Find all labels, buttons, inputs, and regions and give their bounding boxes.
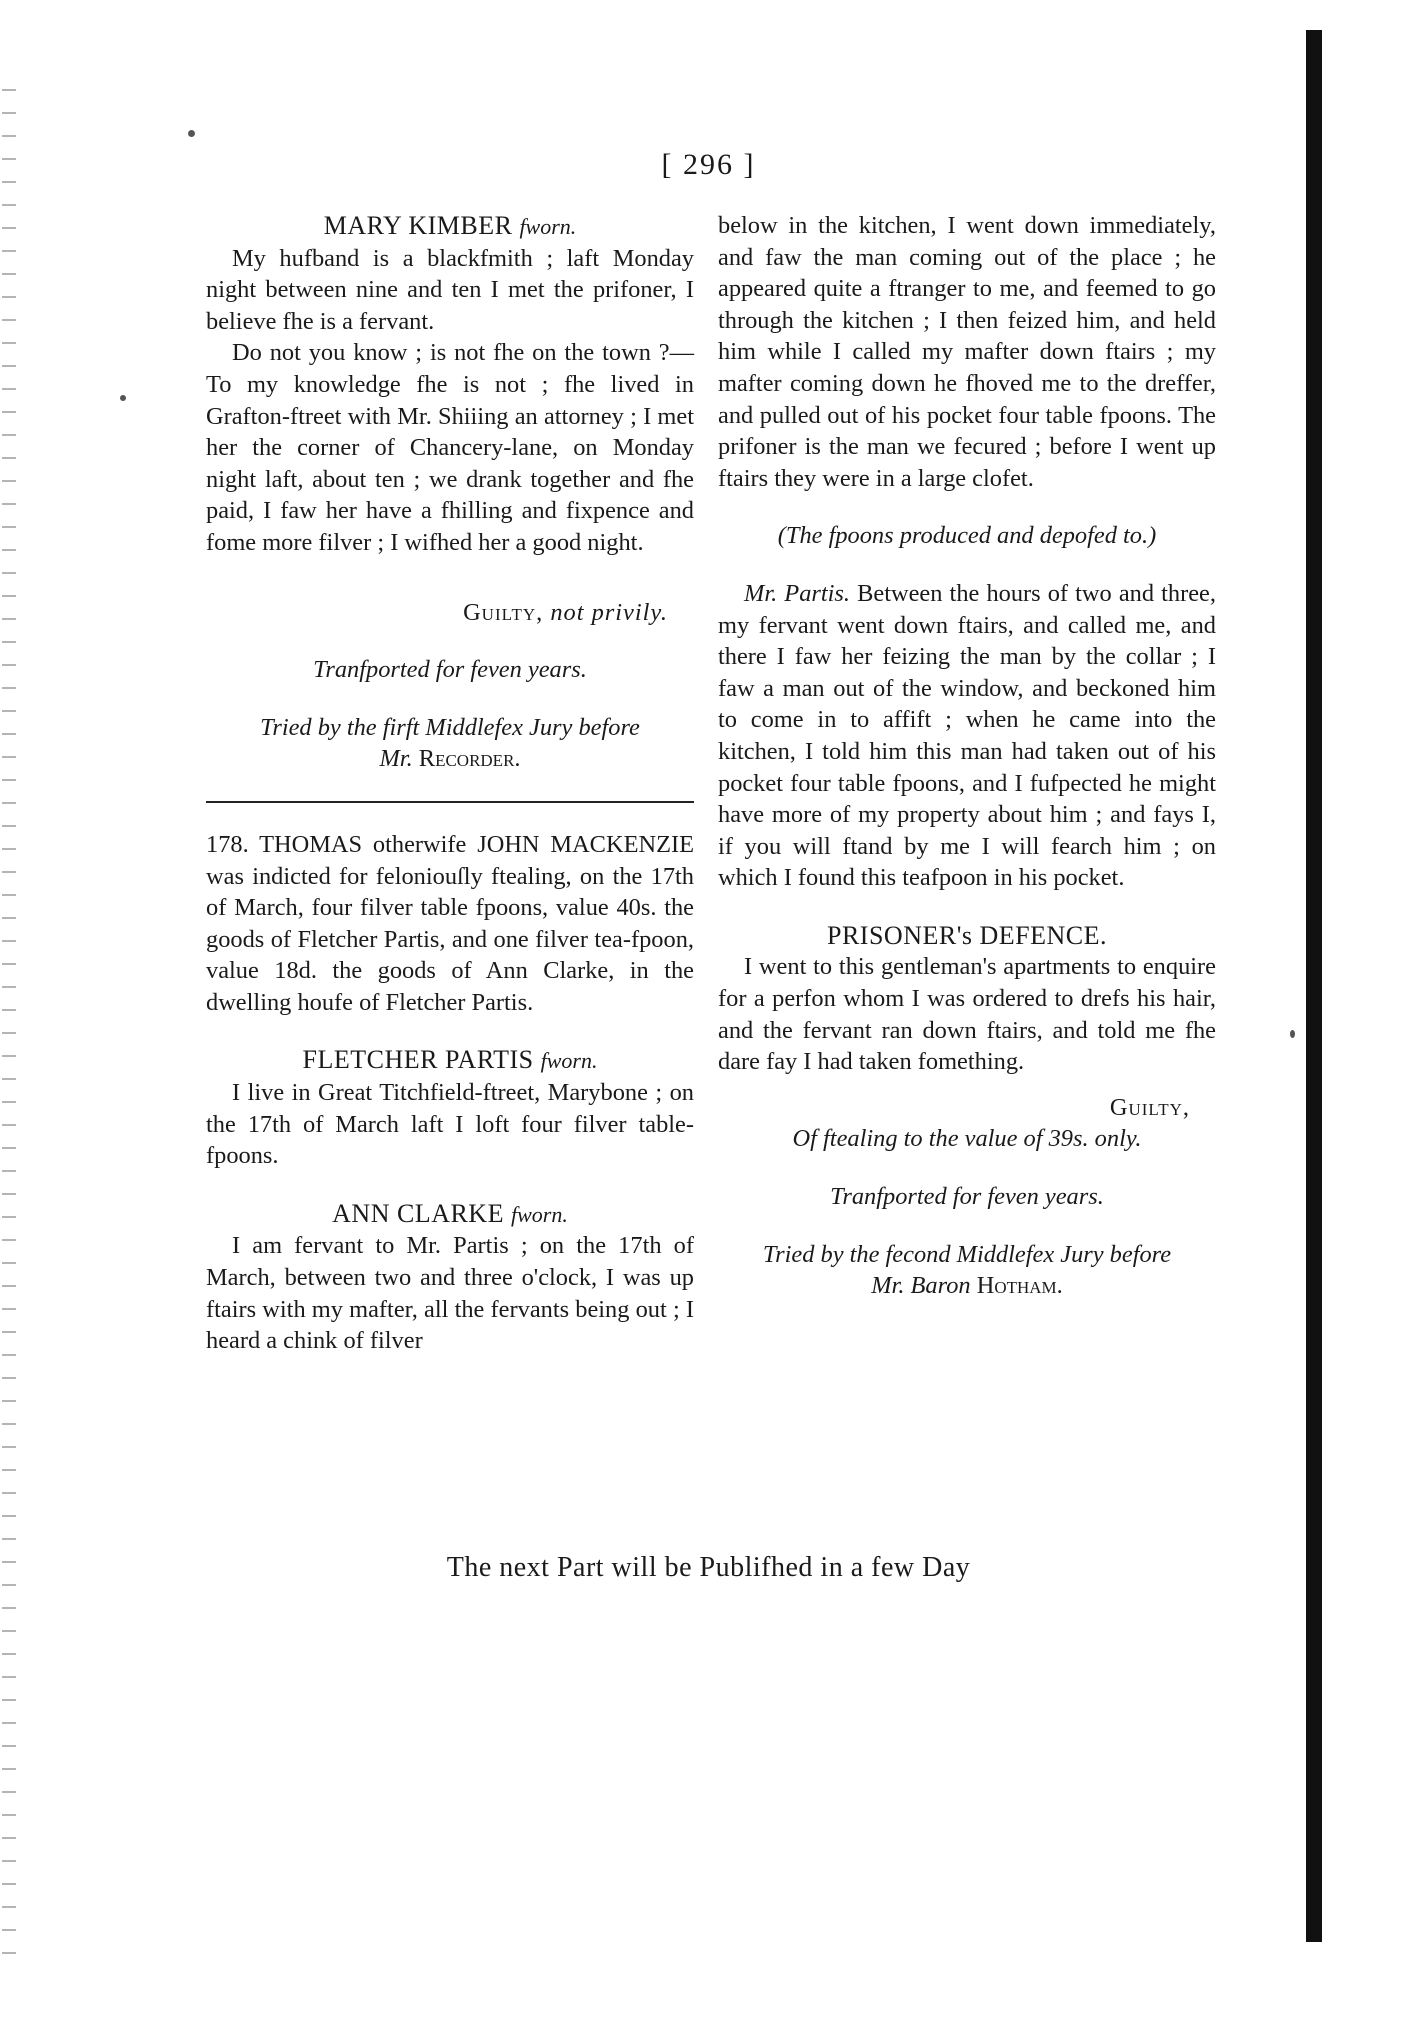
- testimony-paragraph: Do not you know ; is not fhe on the town ?—To my knowledge fhe is not ; fhe lived in Grafton-ftreet with Mr. Shiiing an attorney ; I met her the corner of Chancery-lane, on Monday night laft, about ten ; we drank together and fhe paid, I faw her have a fhilling and fixpence and fome more filver ; I wifhed her a good night.: [206, 339, 694, 556]
- testimony-paragraph: Mr. Partis. Between the hours of two and three, my fervant went down ftairs, and called me, and there I faw her feizing the man by the collar ; I faw a man out of the window, and beckoned him to come in to affift ; when he came into the kitchen, I told him this man had taken out of his pocket four table fpoons, and I fufpected he might have more of my property about him ; and fays I, if you will ftand by me I will fearch him ; on which I found this teafpoon in his pocket.: [718, 579, 1216, 892]
- left-column: [206, 210, 694, 1357]
- judge-line: Mr. Recorder.: [379, 745, 521, 773]
- jury-line: Tried by the firft Middlefex Jury before: [260, 713, 640, 741]
- defence-heading: PRISONER's DEFENCE.: [827, 920, 1107, 950]
- jury-line: Tried by the fecond Middlefex Jury before: [762, 1240, 1172, 1268]
- page-number: [ 296 ]: [661, 148, 756, 181]
- witness-heading-mary-kimber: MARY KIMBER fworn.: [323, 211, 577, 240]
- verdict-detail: Of ftealing to the value of 39s. only.: [792, 1125, 1142, 1153]
- witness-heading-ann-clarke: ANN CLARKE fworn.: [332, 1198, 568, 1228]
- scan-speck: [1290, 1030, 1295, 1038]
- testimony-paragraph: I live in Great Titchfield-ftreet, Marybone ; on the 17th of March laft I loft four filver table-fpoons.: [206, 1079, 694, 1170]
- testimony-paragraph: My hufband is a blackfmith ; laft Monday night between nine and ten I met the prifoner, I believe fhe is a fervant.: [206, 244, 694, 335]
- testimony-paragraph: I am fervant to Mr. Partis ; on the 17th of March, between two and three o'clock, I was up ftairs with my mafter, all the fervants being out ; I heard a chink of filver: [206, 1232, 694, 1355]
- witness-heading-fletcher-partis: FLETCHER PARTIS fworn.: [302, 1045, 598, 1075]
- sentence: Tranfported for feven years.: [830, 1183, 1104, 1211]
- scan-edge-noise: [2, 80, 16, 1960]
- case-indictment: 178. THOMAS otherwife JOHN MACKENZIE was indicted for feloniouſly ftealing, on the 17th of March, four filver table fpoons, value 40s. the goods of Fletcher Partis, and one filver tea-fpoon, value 18d. the goods of Ann Clarke, in the dwelling houfe of Fletcher Partis.: [206, 830, 694, 1016]
- scan-speck: [120, 395, 126, 401]
- testimony-paragraph: below in the kitchen, I went down immediately, and faw the man coming out of the place ; he appeared quite a ftranger to me, and feemed to go through the kitchen ; I then feized him, and held him while I called my mafter down ftairs ; my mafter coming down he fhoved me to the dreffer, and pulled out of his pocket four table fpoons. The prifoner is the man we fecured ; before I went up ftairs they were in a large clofet.: [718, 212, 1216, 492]
- scan-binding-shadow: [1306, 30, 1322, 1942]
- footer-notice: The next Part will be Publifhed in a few Day: [446, 1552, 971, 1583]
- exhibit-note: (The fpoons produced and depofed to.): [777, 522, 1157, 550]
- defence-paragraph: I went to this gentleman's apartments to enquire for a perfon whom I was ordered to drefs his hair, and the fervant ran down ftairs, and told me fhe dare fay I had taken fomething.: [718, 953, 1216, 1076]
- judge-line: Mr. Baron Hotham.: [871, 1272, 1063, 1300]
- verdict: Guilty, not privily.: [463, 598, 668, 626]
- right-column: [718, 210, 1216, 1302]
- verdict: Guilty,: [1109, 1093, 1190, 1121]
- sentence: Tranfported for feven years.: [313, 656, 587, 684]
- scan-speck: [188, 130, 195, 137]
